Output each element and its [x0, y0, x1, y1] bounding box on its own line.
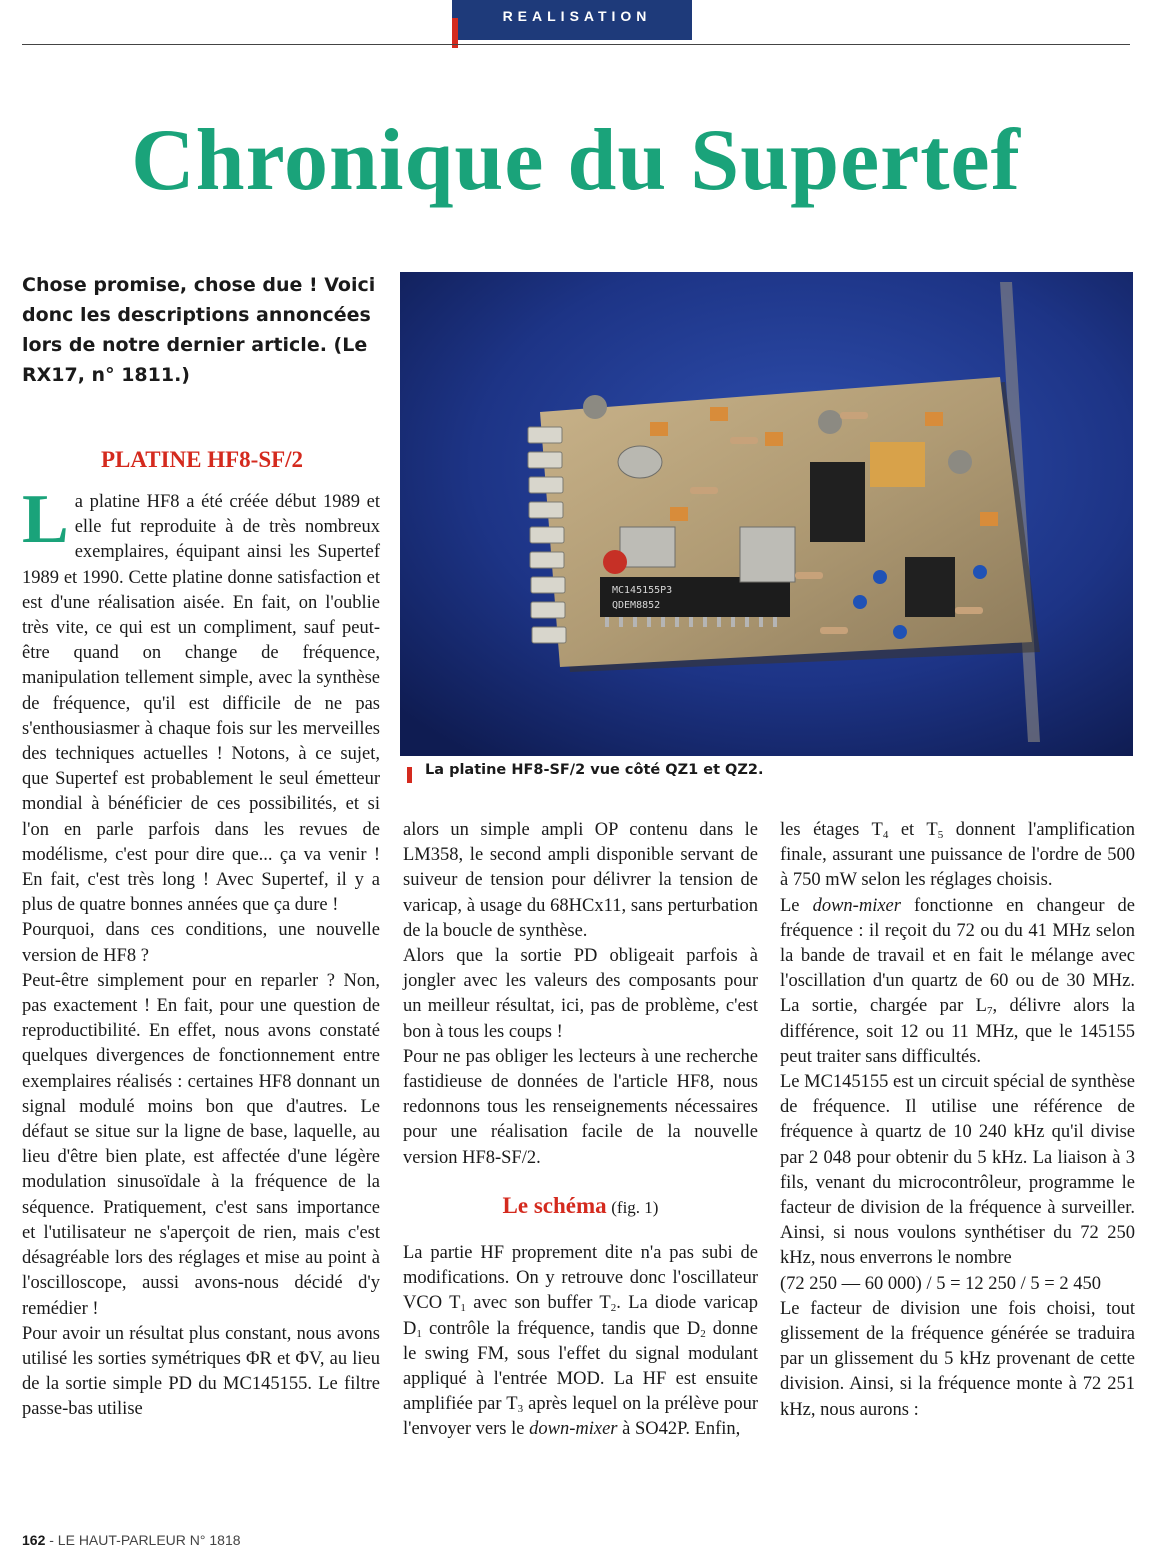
paragraph: Pour avoir un résultat plus constant, nous avons utilisé les sorties symétriques ΦR et ΦV, au lieu de la sortie simple PD du MC145155. Le filtre passe-bas utilise [22, 1323, 380, 1420]
subheading [403, 1193, 758, 1221]
text-column-3 [780, 818, 1135, 1423]
chip-marking-2: QDEM8852 [612, 600, 661, 611]
magazine-name: - LE HAUT-PARLEUR N° 1818 [45, 1532, 241, 1548]
article-lead: Chose promise, chose due ! Voici donc les descriptions annoncées lors de notre dernier article. (Le RX17, n° 1811.) [22, 274, 376, 386]
photo-caption: La platine HF8-SF/2 vue côté QZ1 et QZ2. [425, 762, 764, 778]
text-column-2 [403, 818, 758, 1443]
circuit-board-photo [400, 272, 1133, 756]
paragraph: Pour ne pas obliger les lecteurs à une recherche fastidieuse de données de l'article HF8, nous redonnons tous les renseignements nécessaires pour une réalisation facile de la nouvelle version HF8-SF/2. [403, 1046, 758, 1168]
paragraph [22, 481, 380, 918]
figure-reference: (fig. 1) [611, 1197, 659, 1217]
section-heading: PLATINE HF8-SF/2 [100, 447, 304, 472]
paragraph: Le facteur de division une fois choisi, tout glissement de la fréquence générée se traduira par un glissement du 5 kHz provenant de cette division. Ainsi, si la fréquence monte à 72 251 kHz, nous aurons : [780, 1298, 1135, 1420]
paragraph: Le MC145155 est un circuit spécial de synthèse de fréquence. Il utilise une référence de fréquence à quartz de 10 240 kHz qu'il divise par 2 048 pour obtenir du 5 kHz. La liaison à 3 fils, venant du microcontrôleur, programme le facteur de division de la fréquence à surveiller. Ainsi, si nous voulons synthétiser du 72 250 kHz, nous enverrons le nombre [780, 1072, 1136, 1269]
paragraph: La partie HF proprement dite n'a pas subi de modifications. On y retrouve donc l'oscillateur VCO $T_1$ avec son buffer $T_2$. La diode varicap $D_1$ contrôle la fréquence, tandis que $D_2$ donne le swing FM, sous l'effet du signal modulant appliqué à l'entrée MOD. La HF est ensuite amplifiée par $T_3$ après lequel on la prélève pour l'envoyer vers le down-mixer à SO42P. Enfin, [403, 1243, 758, 1440]
caption-marker [407, 767, 412, 783]
paragraph-text: a platine HF8 a été créée début 1989 et elle fut reproduite à de très nombreux exemplaires, équipant ainsi les Supertef 1989 et 1990. Cette platine donne satisfaction et est d'une réalisation aisée. En fait, on l'oublie très vite, ce qui est un compliment, sauf peut-être quand on change de fréquence, manipulation tellement simple, avec la synthèse de fréquence, qu'il est difficile de ne pas s'enthousiasmer à chaque fois sur les merveilles des techniques actuelles ! Notons, à ce sujet, que Supertef est probablement le seul émetteur mondial à bénéficier de ces possibilités, et si l'on en parle parfois dans les revues de modélisme, c'est pour dire que... ça va venir ! En fait, c'est très long ! Avec Supertef, il y a plus de quatre bonnes années que ça dure ! [22, 492, 380, 916]
header-rule [22, 44, 1130, 45]
subheading-title: Le schéma [502, 1192, 607, 1218]
paragraph: Alors que la sortie PD obligeait parfois à jongler avec les valeurs des composants pour un meilleur résultat, ici, pas de problème, c'est bon à tous les coups ! [403, 946, 758, 1042]
chip-marking-1: MC145155P3 [612, 585, 673, 596]
drop-cap: L [22, 481, 69, 558]
paragraph: Pourquoi, dans ces conditions, une nouvelle version de HF8 ? [22, 920, 380, 966]
formula: (72 250 — 60 000) / 5 = 12 250 / 5 = 2 450 [780, 1273, 1101, 1294]
paragraph: les étages $T_4$ et $T_5$ donnent l'amplification finale, assurant une puissance de l'ordre de 500 à 750 mW selon les réglages choisis. [780, 820, 1135, 891]
text-column-1 [22, 481, 380, 1423]
paragraph: Peut-être simplement pour en reparler ? Non, pas exactement ! En fait, pour une question de reproductibilité. En effet, nous avons constaté quelques divergences de fonctionnement entre exemplaires réalisés : certaines HF8 donnant un signal modulé moins bon que d'autres. Le défaut se situe sur la ligne de base, laquelle, au lieu d'être bien plate, est affectée d'une légère modulation sinusoïdale à la fréquence de la séquence. Pratiquement, c'est sans importance et l'utilisateur ne s'aperçoit de rien, mais c'est désagréable lors des réglages et mise au point à l'oscilloscope, aussi avons-nous décidé d'y remédier ! [22, 970, 380, 1319]
paragraph: Le down-mixer fonctionne en changeur de fréquence : il reçoit du 72 ou du 41 MHz selon la bande de travail et en fait le mélange avec l'oscillation d'un quartz de 60 ou de 30 MHz. La sortie, chargée par $L_7$, délivre alors la différence, soit 12 ou 11 MHz, que le 145155 peut traiter sans difficultés. [780, 895, 1135, 1067]
paragraph: alors un simple ampli OP contenu dans le LM358, le second ampli disponible servant de suiveur de tension pour délivrer la tension de varicap, à usage du 68HCx11, sans perturbation de la boucle de synthèse. [403, 820, 758, 941]
article-title: Chronique du Supertef [131, 112, 1021, 209]
page-footer [22, 1532, 241, 1548]
page-number: 162 [22, 1532, 46, 1548]
section-label: REALISATION [502, 8, 652, 24]
